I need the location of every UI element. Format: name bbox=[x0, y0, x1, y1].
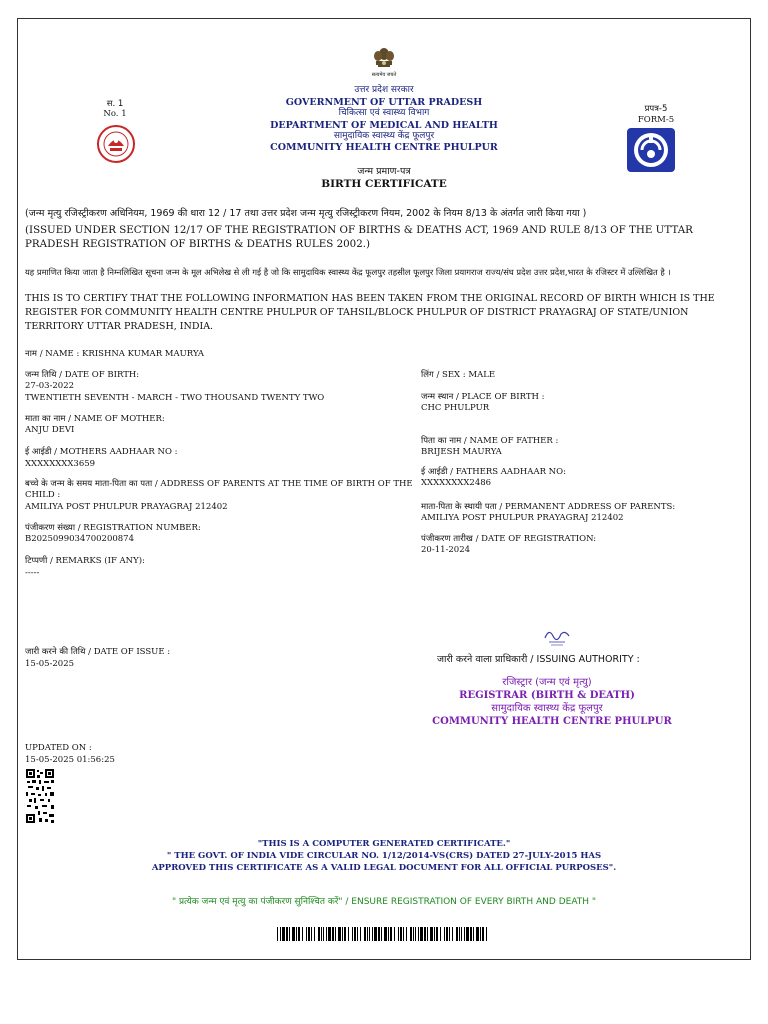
address-label: बच्चे के जन्म के समय माता-पिता का पता / ADDRESS OF PARENTS AT THE TIME OF BIRTH OF THE CHILD : bbox=[25, 479, 413, 500]
certify-hindi: यह प्रमाणित किया जाता है निम्नलिखित सूचना जन्म के मूल अभिलेख से ली गई है जो कि सामुदायिक स्वास्थ्य केंद्र फूलपुर तहसील फूलपुर जिला प्रयागराज राज्य/संघ प्रदेश उत्तर प्रदेश,भारत के रजिस्टर में उल्लिखित है । bbox=[25, 267, 671, 277]
dob-label: जन्म तिथि / DATE OF BIRTH: bbox=[25, 370, 140, 380]
footer-circular: " THE GOVT. OF INDIA VIDE CIRCULAR NO. 1/12/2014-VS(CRS) DATED 27-JULY-2015 HAS bbox=[166, 851, 602, 861]
issuing-authority-label: जारी करने वाला प्राधिकारी / ISSUING AUTHORITY : bbox=[437, 654, 640, 665]
sex-field: लिंग / SEX : MALE bbox=[421, 370, 496, 380]
emblem-caption: सत्यमेव जयते bbox=[371, 72, 397, 78]
address-value: AMILIYA POST PHULPUR PRAYAGRAJ 212402 bbox=[25, 502, 228, 512]
form-hindi: प्रपत्र-5 bbox=[644, 104, 668, 114]
certificate-title: BIRTH CERTIFICATE bbox=[321, 178, 447, 190]
up-govt-seal-icon bbox=[94, 124, 138, 164]
mother-aadhaar-label: ई आईडी / MOTHERS AADHAAR NO : bbox=[25, 447, 178, 457]
certificate-title-hindi: जन्म प्रमाण-पत्र bbox=[357, 166, 411, 177]
registrar-hindi: रजिस्ट्रार (जन्म एवं मृत्यु) bbox=[502, 677, 592, 688]
dept-hindi: चिकित्सा एवं स्वास्थ्य विभाग bbox=[338, 108, 430, 118]
remarks-label: टिप्पणी / REMARKS (IF ANY): bbox=[25, 556, 145, 566]
perm-address-label: माता-पिता के स्थायी पता / PERMANENT ADDRESS OF PARENTS: bbox=[421, 502, 676, 512]
ensure-registration: " प्रत्येक जन्म एवं मृत्यु का पंजीकरण सुनिश्चित करें" / ENSURE REGISTRATION OF EVERY BIRTH AND DEATH " bbox=[171, 897, 597, 907]
mother-aadhaar-value: XXXXXXXX3659 bbox=[25, 459, 96, 469]
updated-value: 15-05-2025 01:56:25 bbox=[25, 755, 115, 765]
pob-value: CHC PHULPUR bbox=[421, 403, 490, 413]
regno-value: B2025099034700200874 bbox=[25, 534, 134, 544]
footer-approved: APPROVED THIS CERTIFICATE AS A VALID LEGAL DOCUMENT FOR ALL OFFICIAL PURPOSES". bbox=[151, 863, 617, 873]
issue-date-label: जारी करने की तिथि / DATE OF ISSUE : bbox=[25, 647, 171, 657]
serial-english: No. 1 bbox=[103, 109, 127, 119]
father-aadhaar-label: ई आईडी / FATHERS AADHAAR NO: bbox=[421, 467, 566, 477]
regdate-label: पंजीकरण तारीख / DATE OF REGISTRATION: bbox=[421, 534, 597, 544]
father-label: पिता का नाम / NAME OF FATHER : bbox=[421, 436, 559, 446]
registrar-english: REGISTRAR (BIRTH & DEATH) bbox=[459, 690, 635, 701]
father-aadhaar-value: XXXXXXXX2486 bbox=[421, 478, 492, 488]
govt-english: GOVERNMENT OF UTTAR PRADESH bbox=[285, 97, 483, 108]
certify-english: THIS IS TO CERTIFY THAT THE FOLLOWING INFORMATION HAS BEEN TAKEN FROM THE ORIGINAL RECORD OF BIRTH WHICH IS THE REGISTER FOR COMMUNITY HEALTH CENTRE PHULPUR OF TAHSIL/BLOCK PHULPUR OF DISTRICT PRAYAGRAJ OF STATE/UNION TERRITORY UTTAR PRADESH, INDIA. bbox=[25, 293, 715, 332]
govt-hindi: उत्तर प्रदेश सरकार bbox=[354, 85, 414, 95]
dept-english: DEPARTMENT OF MEDICAL AND HEALTH bbox=[270, 120, 498, 131]
child-name: नाम / NAME : KRISHNA KUMAR MAURYA bbox=[25, 349, 205, 359]
serial-hindi: स. 1 bbox=[106, 99, 124, 109]
dob-value: 27-03-2022 bbox=[25, 381, 75, 391]
footer-computer-generated: "THIS IS A COMPUTER GENERATED CERTIFICATE." bbox=[257, 839, 511, 849]
dob-words: TWENTIETH SEVENTH - MARCH - TWO THOUSAND TWENTY TWO bbox=[25, 393, 325, 403]
issued-under-english: (ISSUED UNDER SECTION 12/17 OF THE REGISTRATION OF BIRTHS & DEATHS ACT, 1969 AND RULE 8/13 OF THE UTTAR PRADESH REGISTRATION OF BIRTHS & DEATHS RULES 2002.) bbox=[25, 224, 693, 250]
registrar-chc-english: COMMUNITY HEALTH CENTRE PHULPUR bbox=[432, 716, 672, 727]
barcode-icon bbox=[277, 926, 492, 940]
remarks-value: ----- bbox=[25, 568, 40, 578]
father-value: BRIJESH MAURYA bbox=[421, 447, 502, 457]
issued-under-hindi: (जन्म मृत्यु रजिस्ट्रीकरण अधिनियम, 1969 की धारा 12 / 17 तथा उत्तर प्रदेश जन्म मृत्यु रजिस्ट्रीकरण नियम, 2002 के नियम 8/13 के अंतर्गत जारी किया गया ) bbox=[25, 208, 587, 219]
chc-hindi: सामुदायिक स्वास्थ्य केंद्र फूलपुर bbox=[333, 131, 435, 141]
registrar-chc-hindi: सामुदायिक स्वास्थ्य केंद्र फूलपुर bbox=[491, 703, 603, 714]
qr-code-icon[interactable] bbox=[25, 768, 55, 824]
chc-english: COMMUNITY HEALTH CENTRE PHULPUR bbox=[270, 142, 498, 153]
crs-logo-icon bbox=[626, 127, 676, 173]
regno-label: पंजीकरण संख्या / REGISTRATION NUMBER: bbox=[25, 523, 201, 533]
regdate-value: 20-11-2024 bbox=[421, 545, 471, 555]
mother-value: ANJU DEVI bbox=[25, 425, 75, 435]
perm-address-value: AMILIYA POST PHULPUR PRAYAGRAJ 212402 bbox=[421, 513, 624, 523]
mother-label: माता का नाम / NAME OF MOTHER: bbox=[25, 414, 165, 424]
signature-icon bbox=[541, 624, 573, 650]
pob-label: जन्म स्थान / PLACE OF BIRTH : bbox=[421, 392, 545, 402]
issue-date-value: 15-05-2025 bbox=[25, 659, 75, 669]
updated-label: UPDATED ON : bbox=[25, 743, 92, 753]
form-english: FORM-5 bbox=[637, 115, 675, 125]
